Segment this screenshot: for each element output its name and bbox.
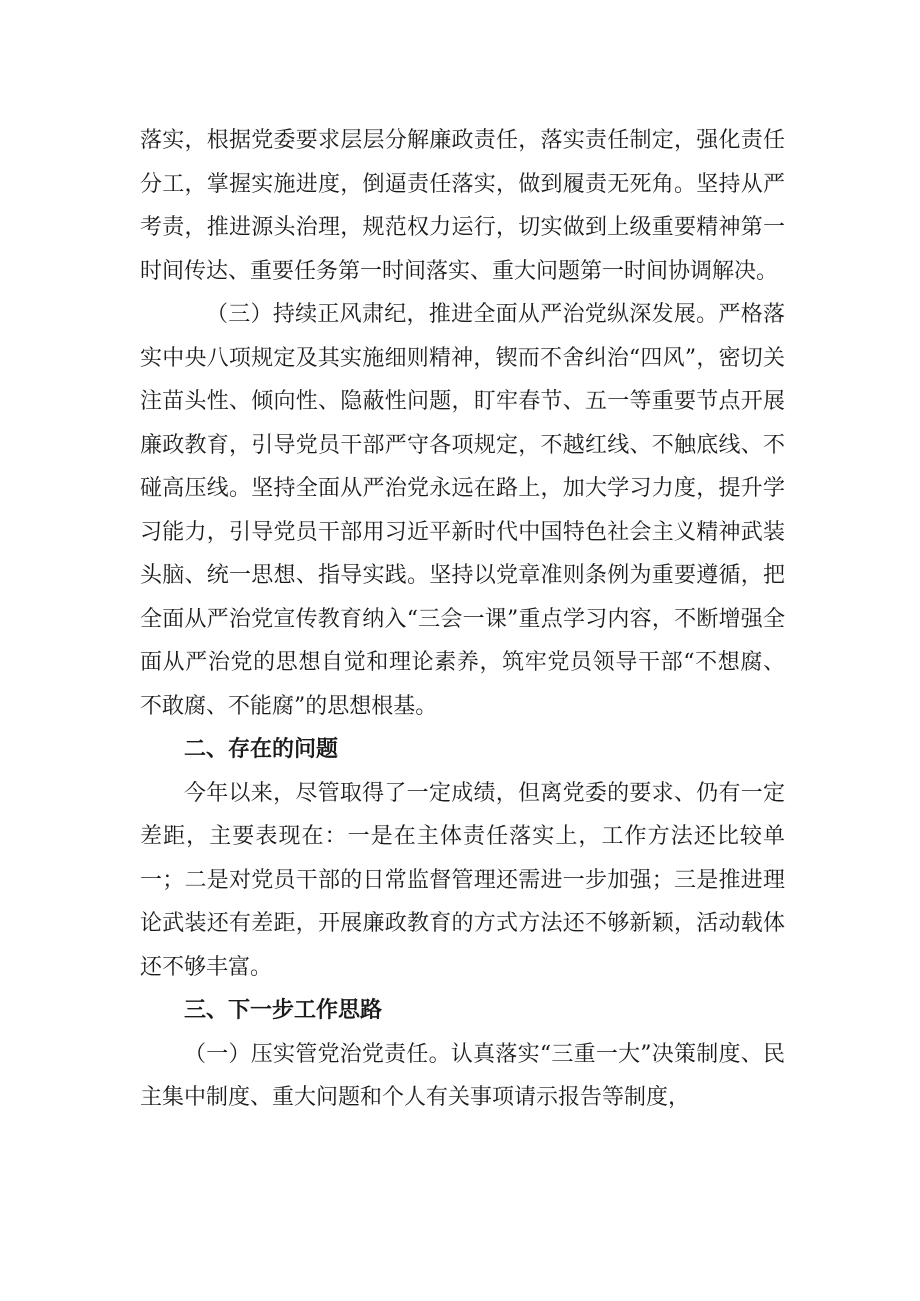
section-heading-next-steps: 三、下一步工作思路 xyxy=(184,998,383,1023)
paragraph-continuation: 落实，根据党委要求层层分解廉政责任，落实责任制定，强化责任分工，掌握实施进度，倒逼责任落实，做到履责无死角。坚持从严考责，推进源头治理，规范权力运行，切实做到上级重要精神第一时间传达、重要任务第一时间落实、重大问题第一时间协调解决。 xyxy=(140,128,785,284)
paragraph-section-three: （三）持续正风肃纪，推进全面从严治党纵深发展。严格落实中央八项规定及其实施细则精神，锲而不舍纠治“四风”，密切关注苗头性、倾向性、隐蔽性问题，盯牢春节、五一等重要节点开展廉政教育，引导党员干部严守各项规定，不越红线、不触底线、不碰高压线。坚持全面从严治党永远在路上，加大学习力度，提升学习能力，引导党员干部用习近平新时代中国特色社会主义精神武装头脑、统一思想、指导实践。坚持以党章准则条例为重要遵循，把全面从严治党宣传教育纳入“三会一课”重点学习内容，不断增强全面从严治党的思想自觉和理论素养，筑牢党员领导干部“不想腐、不敢腐、不能腐”的思想根基。 xyxy=(140,302,785,719)
paragraph-problems: 今年以来，尽管取得了一定成绩，但离党委的要求、仍有一定差距，主要表现在：一是在主体责任落实上，工作方法还比较单一；二是对党员干部的日常监督管理还需进一步加强；三是推进理论武装还有差距，开展廉政教育的方式方法还不够新颖，活动载体还不够丰富。 xyxy=(140,780,785,980)
paragraph-next-steps-one: （一）压实管党治党责任。认真落实“三重一大”决策制度、民主集中制度、重大问题和个人有关事项请示报告等制度， xyxy=(140,1041,785,1110)
section-heading-problems: 二、存在的问题 xyxy=(184,737,339,762)
document-body xyxy=(140,119,785,1120)
